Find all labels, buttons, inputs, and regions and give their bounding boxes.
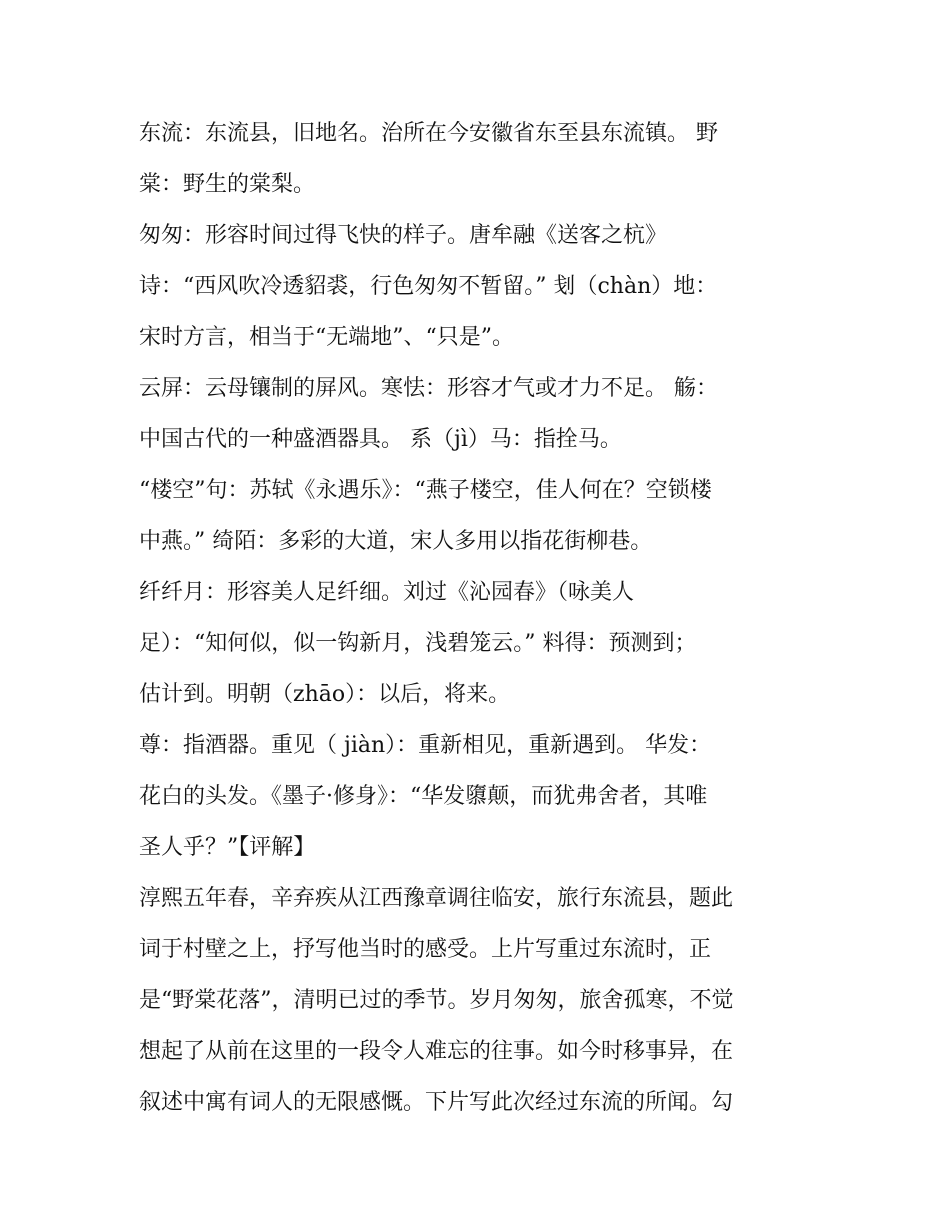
text-line: 足）：“知何似，似一钩新月，浅碧笼云。” 料得：预测到；: [139, 631, 697, 656]
text-line: 匆匆：形容时间过得飞快的样子。唐牟融《送客之杭》: [139, 223, 668, 248]
text-line: 是“野棠花落”，清明已过的季节。岁月匆匆，旅舍孤寒，不觉: [139, 988, 734, 1013]
text-line: 东流：东流县，旧地名。治所在今安徽省东至县东流镇。 野: [139, 121, 718, 146]
text-line: “楼空”句：苏轼《永遇乐》：“燕子楼空，佳人何在？空锁楼: [139, 478, 712, 503]
text-line: 宋时方言，相当于“无端地”、“只是”。: [139, 325, 514, 350]
text-line: 中国古代的一种盛酒器具。 系（jì）马：指拴马。: [139, 427, 622, 452]
text-line: 诗：“西风吹冷透貂裘，行色匆匆不暂留。” 刬（chàn）地：: [139, 274, 718, 299]
text-line: 中燕。” 绮陌：多彩的大道，宋人多用以指花街柳巷。: [139, 529, 653, 554]
text-line: 想起了从前在这里的一段令人难忘的往事。如今时移事异，在: [139, 1039, 734, 1064]
text-line: 词于村壁之上，抒写他当时的感受。上片写重过东流时，正: [139, 937, 712, 962]
text-line: 纤纤月：形容美人足纤细。刘过《沁园春》（咏美人: [139, 580, 635, 605]
text-line: 尊：指酒器。重见（ jiàn）：重新相见，重新遇到。 华发：: [139, 733, 712, 758]
text-line: 花白的头发。《墨子·修身》：“华发隳颠，而犹弗舍者，其唯: [139, 784, 708, 809]
text-line: 圣人乎？”【评解】: [139, 835, 316, 860]
text-line: 棠：野生的棠梨。: [139, 172, 316, 197]
text-line: 云屏：云母镶制的屏风。寒怯：形容才气或才力不足。 觞：: [139, 376, 718, 401]
annotation-text-block: [139, 108, 829, 1128]
text-line: 叙述中寓有词人的无限感慨。下片写此次经过东流的所闻。勾: [139, 1090, 734, 1115]
text-line: 淳熙五年春，辛弃疾从江西豫章调往临安，旅行东流县，题此: [139, 886, 734, 911]
text-line: 估计到。明朝（zhāo）：以后，将来。: [139, 682, 511, 707]
